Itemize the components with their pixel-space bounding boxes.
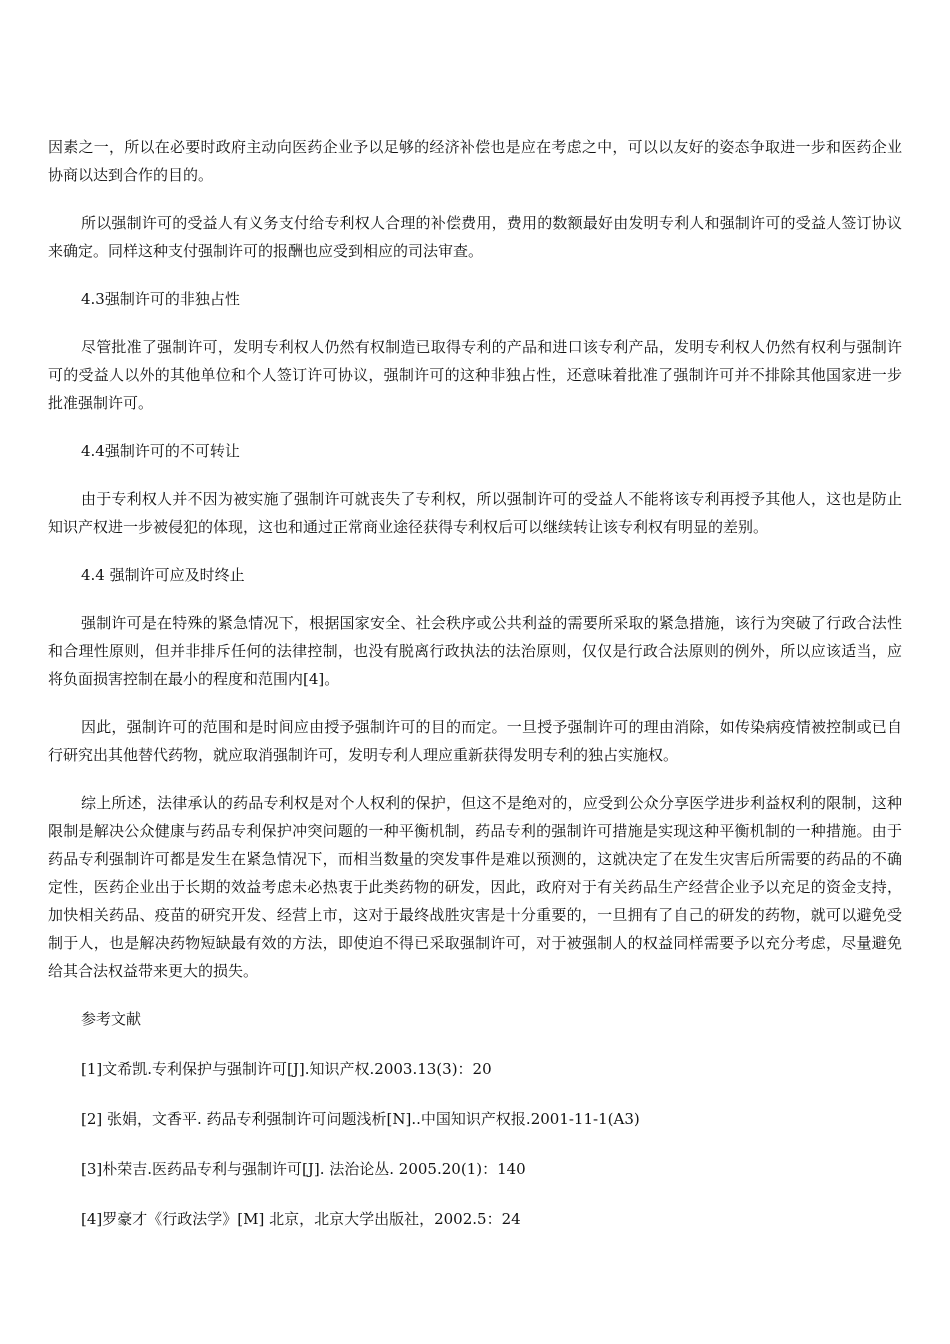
paragraph-non-exclusive: 尽管批准了强制许可，发明专利权人仍然有权制造已取得专利的产品和进口该专利产品，发明专利权人仍然有权利与强制许可的受益人以外的其他单位和个人签订许可协议，强制许可的这种非独占性，还意味着批准了强制许可并不排除其他国家进一步批准强制许可。 bbox=[48, 338, 902, 412]
reference-item-3: [3]朴荣吉.医药品专利与强制许可[J]. 法治论丛. 2005.20(1)：140 bbox=[81, 1160, 526, 1178]
paragraph-conclusion: 综上所述，法律承认的药品专利权是对个人权利的保护，但这不是绝对的，应受到公众分享医学进步利益权利的限制，这种限制是解决公众健康与药品专利保护冲突问题的一种平衡机制，药品专利的强制许可措施是实现这种平衡机制的一种措施。由于药品专利强制许可都是发生在紧急情况下，而相当数量的突发事件是难以预测的，这就决定了在发生灾害后所需要的药品的不确定性，医药企业出于长期的效益考虑未必热衷于此类药物的研发，因此，政府对于有关药品生产经营企业予以充足的资金支持，加快相关药品、疫苗的研究开发、经营上市，这对于最终战胜灾害是十分重要的，一旦拥有了自己的研发的药物，就可以避免受制于人，也是解决药物短缺最有效的方法，即使迫不得已采取强制许可，对于被强制人的权益同样需要予以充分考虑，尽量避免给其合法权益带来更大的损失。 bbox=[48, 794, 902, 980]
paragraph-compensation: 所以强制许可的受益人有义务支付给专利权人合理的补偿费用，费用的数额最好由发明专利人和强制许可的受益人签订协议来确定。同样这种支付强制许可的报酬也应受到相应的司法审查。 bbox=[48, 214, 902, 260]
document-body bbox=[48, 133, 902, 1255]
reference-item-2: [2] 张娟，文香平. 药品专利强制许可问题浅析[N]..中国知识产权报.2001-11-1(A3) bbox=[81, 1110, 640, 1128]
section-heading-4-3: 4.3强制许可的非独占性 bbox=[81, 290, 240, 308]
section-heading-4-4-non-transferable: 4.4强制许可的不可转让 bbox=[81, 442, 240, 460]
section-heading-4-4-termination: 4.4 强制许可应及时终止 bbox=[81, 566, 245, 584]
references-title: 参考文献 bbox=[81, 1010, 142, 1028]
reference-item-4: [4]罗豪才《行政法学》[M] 北京，北京大学出版社，2002.5：24 bbox=[81, 1210, 521, 1228]
paragraph-scope-time: 因此，强制许可的范围和是时间应由授予强制许可的目的而定。一旦授予强制许可的理由消除，如传染病疫情被控制或已自行研究出其他替代药物，就应取消强制许可，发明专利人理应重新获得发明专利的独占实施权。 bbox=[48, 718, 902, 764]
paragraph-termination: 强制许可是在特殊的紧急情况下，根据国家安全、社会秩序或公共利益的需要所采取的紧急措施，该行为突破了行政合法性和合理性原则，但并非排斥任何的法律控制，也没有脱离行政执法的法治原则，仅仅是行政合法原则的例外，所以应该适当，应将负面损害控制在最小的程度和范围内[4]。 bbox=[48, 614, 902, 688]
reference-item-1: [1]文希凯.专利保护与强制许可[J].知识产权.2003.13(3)：20 bbox=[81, 1060, 492, 1078]
paragraph-continued: 因素之一，所以在必要时政府主动向医药企业予以足够的经济补偿也是应在考虑之中，可以以友好的姿态争取进一步和医药企业协商以达到合作的目的。 bbox=[48, 138, 902, 184]
paragraph-non-transferable: 由于专利权人并不因为被实施了强制许可就丧失了专利权，所以强制许可的受益人不能将该专利再授予其他人，这也是防止知识产权进一步被侵犯的体现，这也和通过正常商业途径获得专利权后可以继续转让该专利权有明显的差别。 bbox=[48, 490, 902, 536]
